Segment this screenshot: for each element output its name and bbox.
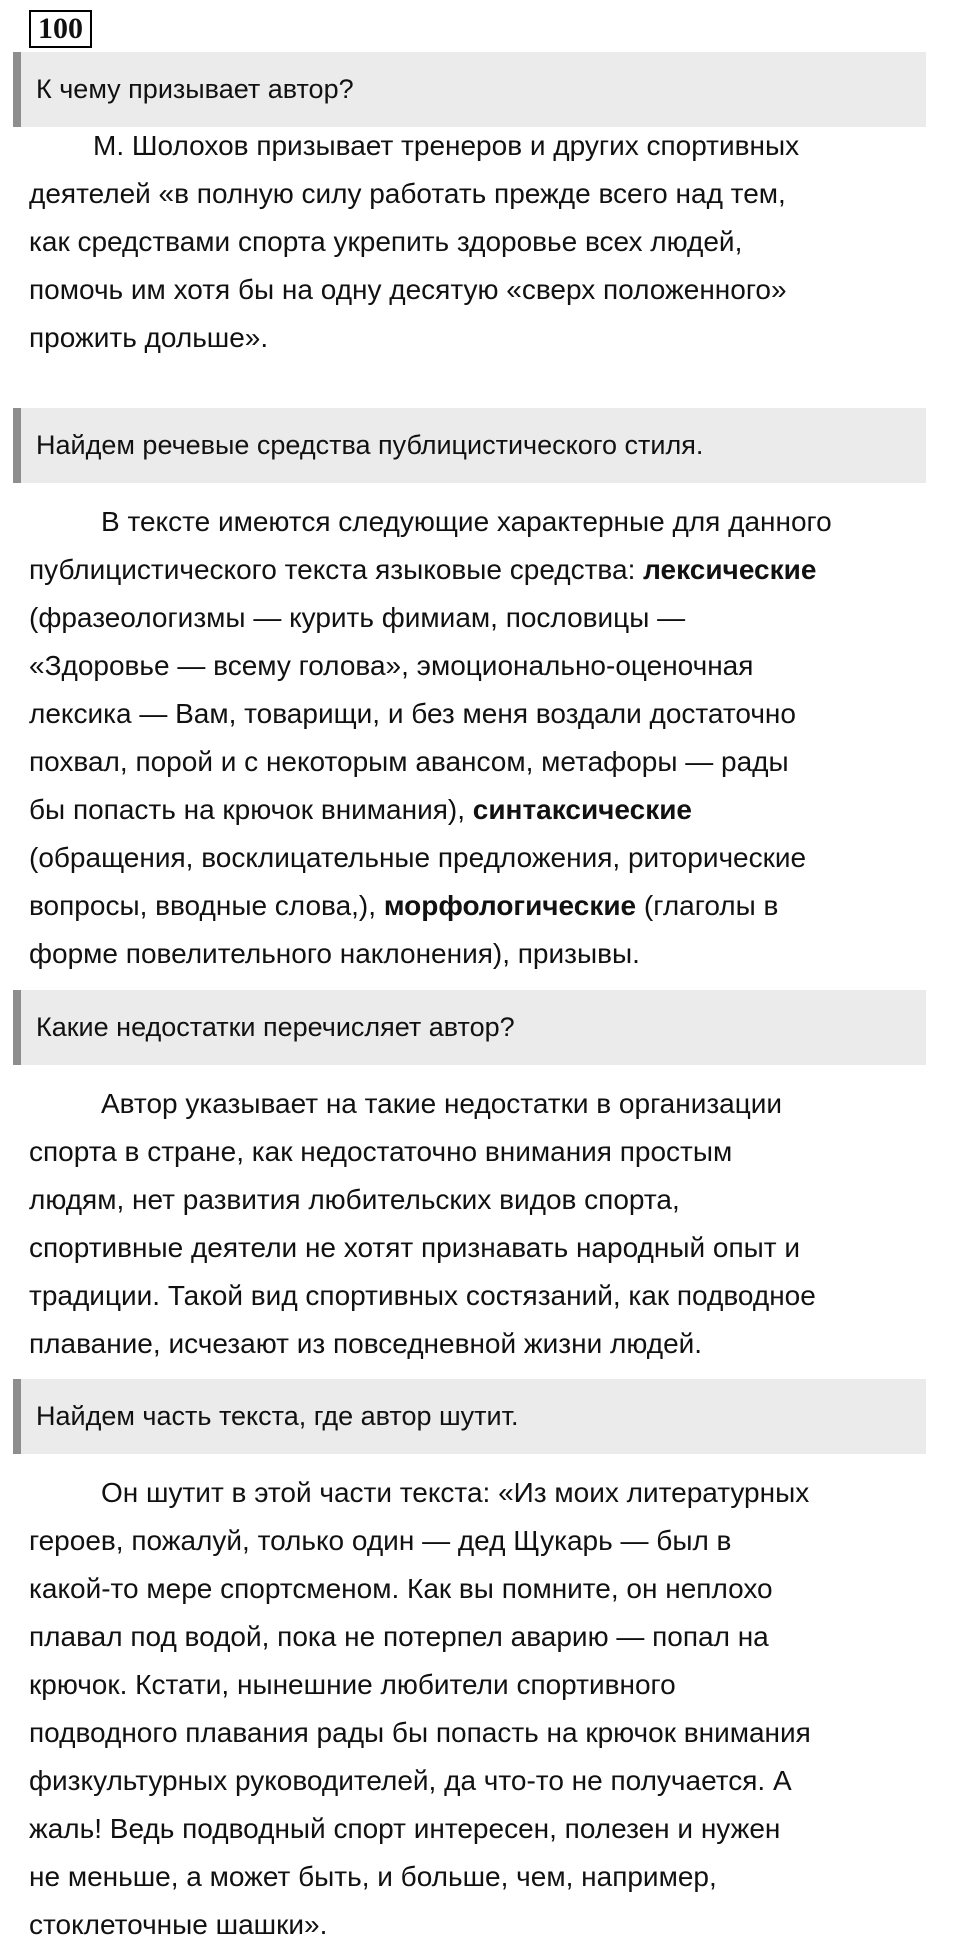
answer-2-line (29, 786, 959, 834)
answer-4-line: стоклеточные шашки». (29, 1909, 328, 1940)
answer-2-line: форме повелительного наклонения), призывы. (29, 938, 640, 969)
answer-1-line: как средствами спорта укрепить здоровье всех людей, (29, 226, 743, 257)
answer-3-line: традиции. Такой вид спортивных состязаний, как подводное (29, 1280, 816, 1311)
answer-4-line: какой-то мере спортсменом. Как вы помните, он неплохо (29, 1573, 773, 1604)
answer-2-text: публицистического текста языковые средства: (29, 554, 644, 585)
answer-4-line: плавал под водой, пока не потерпел аварию — попал на (29, 1621, 769, 1652)
answer-2-text: бы попасть на крючок внимания), (29, 794, 473, 825)
answer-2 (29, 498, 959, 978)
term-lexical: лексические (643, 554, 817, 585)
answer-1-line: помочь им хотя бы на одну десятую «сверх положенного» (29, 274, 787, 305)
answer-3-line: людям, нет развития любительских видов спорта, (29, 1184, 680, 1215)
question-4: Найдем часть текста, где автор шутит. (13, 1379, 926, 1454)
answer-3-line: плавание, исчезают из повседневной жизни людей. (29, 1328, 703, 1359)
answer-4-line: Он шутит в этой части текста: «Из моих литературных (101, 1477, 810, 1508)
question-1: К чему призывает автор? (13, 52, 926, 127)
answer-2-text: вопросы, вводные слова,), (29, 890, 384, 921)
term-syntactic: синтаксические (472, 794, 693, 825)
answer-1-line: прожить дольше». (29, 322, 269, 353)
question-3: Какие недостатки перечисляет автор? (13, 990, 926, 1065)
answer-2-line: похвал, порой и с некоторым авансом, метафоры — рады (29, 746, 789, 777)
answer-2-line: лексика — Вам, товарищи, и без меня воздали достаточно (29, 698, 796, 729)
answer-4-line: крючок. Кстати, нынешние любители спортивного (29, 1669, 676, 1700)
answer-1-line: деятелей «в полную силу работать прежде всего над тем, (29, 178, 786, 209)
answer-3 (29, 1080, 959, 1368)
answer-2-line: (обращения, восклицательные предложения, риторические (29, 842, 807, 873)
question-2: Найдем речевые средства публицистического стиля. (13, 408, 926, 483)
answer-2-line: «Здоровье — всему голова», эмоционально-оценочная (29, 650, 754, 681)
answer-3-line: спортивные деятели не хотят признавать народный опыт и (29, 1232, 800, 1263)
answer-4-line: жаль! Ведь подводный спорт интересен, полезен и нужен (29, 1813, 781, 1844)
answer-2-line (29, 546, 959, 594)
answer-4-line: физкультурных руководителей, да что-то не получается. А (29, 1765, 792, 1796)
answer-1-line: М. Шолохов призывает тренеров и других спортивных (93, 130, 800, 161)
answer-4-line: не меньше, а может быть, и больше, чем, например, (29, 1861, 717, 1892)
answer-3-line: спорта в стране, как недостаточно внимания простым (29, 1136, 733, 1167)
term-morphological: морфологические (383, 890, 637, 921)
task-number: 100 (29, 10, 92, 48)
answer-2-line: В тексте имеются следующие характерные для данного (101, 506, 832, 537)
answer-3-line: Автор указывает на такие недостатки в организации (101, 1088, 783, 1119)
answer-4 (29, 1469, 959, 1949)
answer-1 (29, 122, 959, 362)
answer-4-line: подводного плавания рады бы попасть на крючок внимания (29, 1717, 811, 1748)
answer-2-text: (глаголы в (636, 890, 779, 921)
answer-4-line: героев, пожалуй, только один — дед Щукарь — был в (29, 1525, 732, 1556)
answer-2-line: (фразеологизмы — курить фимиам, пословицы — (29, 602, 686, 633)
answer-2-line (29, 882, 959, 930)
